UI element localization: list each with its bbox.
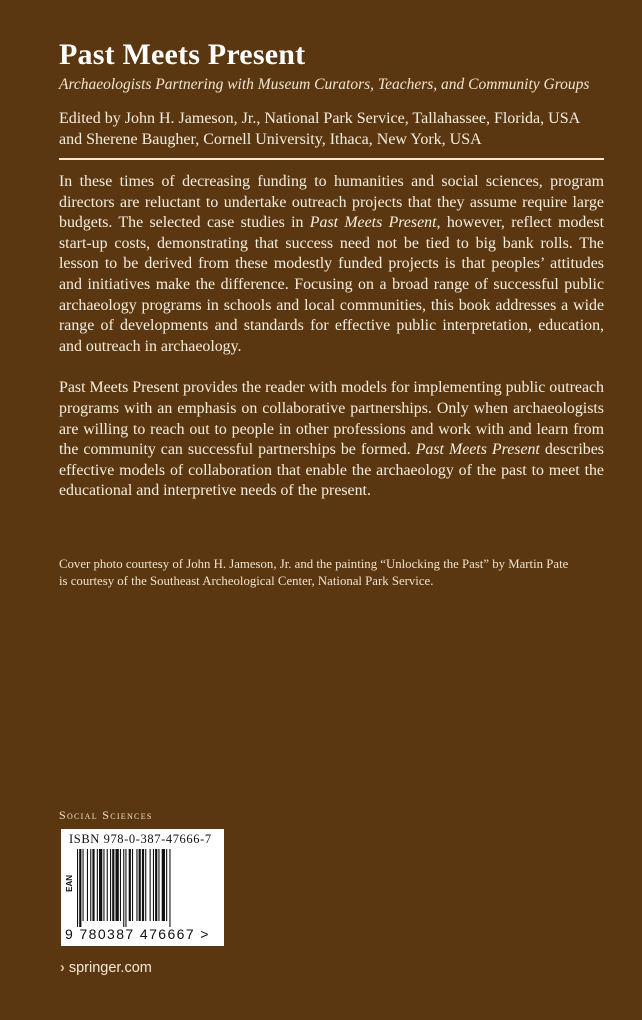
book-title: Past Meets Present [59, 38, 306, 71]
editors-line-1: Edited by John H. Jameson, Jr., National Park Service, Tallahassee, Florida, USA [59, 110, 581, 127]
cover-credit [59, 556, 619, 590]
isbn-text: ISBN 978-0-387-47666-7 [69, 832, 212, 846]
description [59, 172, 604, 523]
barcode-icon [75, 849, 217, 927]
subject-category: Social Sciences [59, 808, 153, 822]
ean-label: EAN [65, 875, 74, 892]
credit-line-1: Cover photo courtesy of John H. Jameson, Jr. and the painting “Unlocking the Past” by Martin Pate [59, 557, 569, 571]
editors [59, 108, 619, 150]
barcode-digits: 9 780387 476667 > [65, 926, 210, 942]
paragraph-2: Past Meets Present provides the reader with models for implementing public outreach programs with an emphasis on collaborative partnerships. Only when archaeologists are willing to reach out to people in other professions and work with and learn from the community can successful partnerships be formed. Past Meets Present describes effective models of collaboration that enable the archaeology of the past to meet the educational and interpretive needs of the present. [59, 379, 604, 500]
publisher-link[interactable] [60, 960, 152, 976]
divider-rule [59, 158, 604, 160]
book-title-italic: Past Meets Present [415, 441, 540, 459]
editors-line-2: and Sherene Baugher, Cornell University, Ithaca, New York, USA [59, 131, 482, 148]
credit-line-2: is courtesy of the Southeast Archeological Center, National Park Service. [59, 574, 434, 588]
publisher-url: springer.com [68, 960, 152, 976]
barcode-label [61, 829, 224, 946]
book-subtitle: Archaeologists Partnering with Museum Curators, Teachers, and Community Groups [59, 76, 590, 93]
paragraph-1: In these times of decreasing funding to humanities and social sciences, program directors are reluctant to undertake outreach projects that they assume require large budgets. The selected case studies in Past Meets Present, however, reflect modest start-up costs, demonstrating that success need not be tied to big bank rolls. The lesson to be derived from these modestly funded projects is that peoples’ attitudes and initiatives make the difference. Focusing on a broad range of successful public archaeology programs in schools and local communities, this book addresses a wide range of developments and standards for effective public interpretation, education, and outreach in archaeology. [59, 173, 604, 355]
book-title-italic: Past Meets Present, [309, 214, 441, 232]
chevron-right-icon: › [60, 960, 65, 976]
